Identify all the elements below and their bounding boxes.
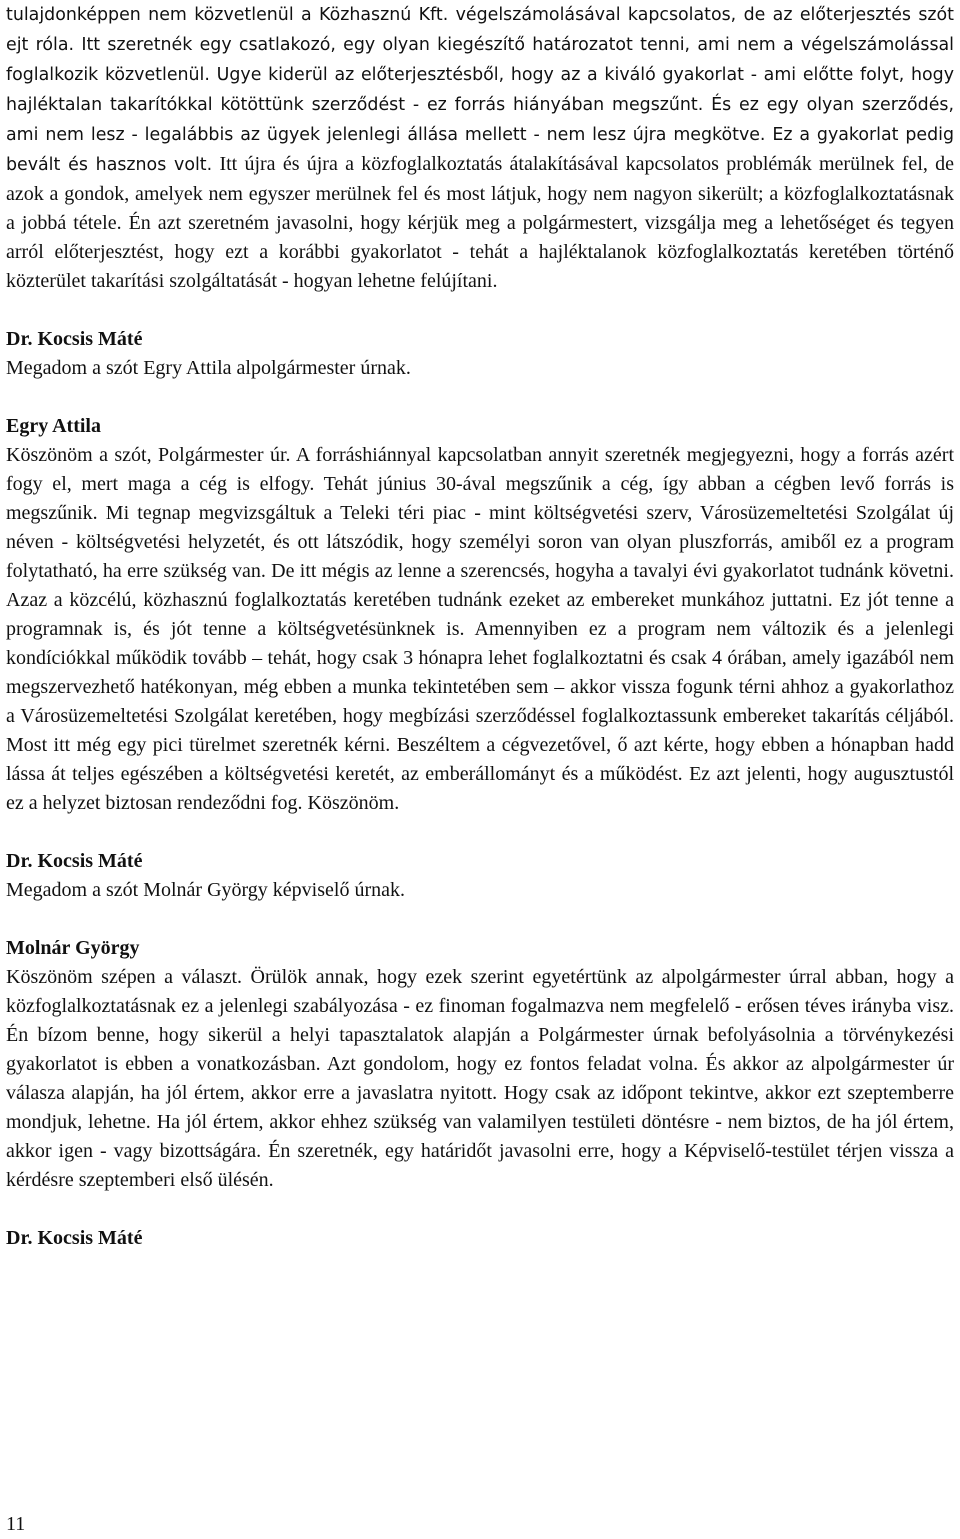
speech-paragraph: Köszönöm a szót, Polgármester úr. A forráshiánnyal kapcsolatban annyit szeretnék megjegyezni, hogy a forrás azért fogy el, mert maga a cég is elfogy. Tehát június 30-ával megszűnik a cég, így abban a cégben levő forrás is megszűnik. Mi tegnap megvizsgáltuk a Teleki téri piac - mint költségvetési szerv, Városüzemeltetési Szolgálat új néven - költségvetési helyzetét, és ott látszódik, hogy személyi soron van olyan pluszforrás, amiből ez a program folytatható, ha erre szükség van. De itt mégis az lenne a szerencsés, hogyha a tavalyi évi gyakorlatot tudnánk követni. Azaz a közcélú, közhasznú foglalkoztatás keretében tudnánk ezeket az embereket munkához juttatni. Ez jót tenne a programnak is, és jót tenne a költségvetésünknek is. Amennyiben ez a program nem változik és a jelenlegi kondíciókkal működik tovább – tehát, hogy csak 3 hónapra lehet foglalkoztatni és csak 4 órában, amely igazából nem megszervezhető hatékonyan, még ebben a munka tekintetében sem – akkor vissza fogunk térni ahhoz a gyakorlathoz a Városüzemeltetési Szolgálat keretében, hogy megbízási szerződéssel foglalkoztassunk embereket takarítás céljából. Most itt még egy pici türelmet szeretnék kérni. Beszéltem a cégvezetővel, ő azt kérte, hogy ebben a hónapban hadd lássa át teljes egészében a költségvetési keretét, az emberállományt és a működést. Ez azt jelenti, hogy augusztustól ez a helyzet biztosan rendeződni fog. Köszönöm. xyxy=(6,444,954,814)
paragraph-segment: tulajdonképpen nem közvetlenül a Közhasznú Kft. végelszámolásával kapcsolatos, de az előterjesztés szót ejt róla. Itt szeretnék egy csatlakozó, egy olyan kiegészítő határozatot tenni, ami nem a végelszámolással foglalkozik közvetlenül. Ugye kiderül az előterjesztésből, hogy az a kiváló gyakorlat - ami előtte folyt, hogy hajléktalan takarítókkal kötöttünk szerződést - ez forrás hiányában megszűnt. És ez egy olyan szerződés, ami nem lesz - legalábbis az ügyek jelenlegi állása mellett - nem lesz újra megkötve. Ez a gyakorlat pedig bevált és hasznos volt. xyxy=(6,5,954,175)
spacer xyxy=(6,1195,954,1224)
body-paragraph xyxy=(6,0,954,296)
speaker-name: Egry Attila xyxy=(6,415,101,437)
spacer xyxy=(6,905,954,934)
spacer xyxy=(6,296,954,325)
spacer xyxy=(6,818,954,847)
document-page xyxy=(6,0,954,1253)
speech-paragraph: Megadom a szót Egry Attila alpolgármester úrnak. xyxy=(6,357,411,379)
paragraph-segment: Itt újra és újra a közfoglalkoztatás átalakításával kapcsolatos problémák merülnek fel, de azok a gondok, amelyek nem egyszer merülnek fel és most látjuk, hogy nem nagyon sikerült; a közfoglalkoztatásnak a jobbá tétele. Én azt szeretném javasolni, hogy kérjük meg a polgármestert, vizsgálja meg a lehetőséget és tegyen arról előterjesztést, hogy ezt a korábbi gyakorlatot - tehát a hajléktalanok közfoglalkoztatás keretében történő közterület takarítási szolgáltatását - hogyan lehetne felújítani. xyxy=(6,153,955,292)
speech-paragraph: Köszönöm szépen a választ. Örülök annak, hogy ezek szerint egyetértünk az alpolgármester úrral abban, hogy a közfoglalkoztatásnak ez a jelenlegi szabályozása - ez finoman fogalmazva nem megfelelő - erősen téves irányba visz. Én bízom benne, hogy sikerül a helyi tapasztalatok alapján a Polgármester úrnak befolyásolnia a törvénykezési gyakorlatot is ebben a vonatkozásban. Azt gondolom, hogy ez fontos feladat volna. És akkor az alpolgármester úr válasza alapján, ha jól értem, akkor erre a javaslatra nyitott. Hogy csak az időpont tekintve, akkor ezt szeptemberre mondjuk, lehetne. Ha jól értem, akkor ehhez szükség van valamilyen testületi döntésre - nem biztos, de ha jól értem, akkor igen - vagy bizottságára. Én szeretnék, egy határidőt javasolni erre, hogy a Képviselő-testület térjen vissza a kérdésre szeptemberi első ülésén. xyxy=(6,966,954,1191)
speaker-name: Dr. Kocsis Máté xyxy=(6,1227,143,1249)
speaker-name: Molnár György xyxy=(6,937,140,959)
page-number: 11 xyxy=(6,1513,26,1535)
speaker-name: Dr. Kocsis Máté xyxy=(6,328,143,350)
spacer xyxy=(6,383,954,412)
speaker-name: Dr. Kocsis Máté xyxy=(6,850,143,872)
speech-paragraph: Megadom a szót Molnár György képviselő úrnak. xyxy=(6,879,405,901)
